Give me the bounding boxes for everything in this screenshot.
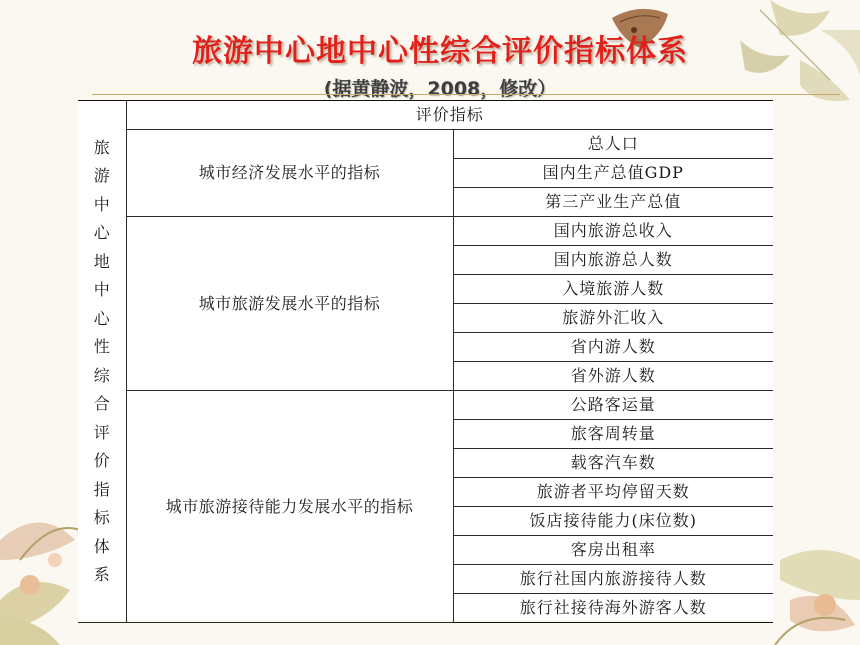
system-name-char: 中 [93,280,110,299]
indicator-cell: 旅行社接待海外游客人数 [453,594,773,623]
system-name-char: 标 [93,508,110,527]
indicator-cell: 公路客运量 [453,391,773,420]
page-subtitle: (据黄静波，2008，修改） [323,78,557,100]
indicator-cell: 入境旅游人数 [453,275,773,304]
indicator-cell: 第三产业生产总值 [453,188,773,217]
system-name-char: 心 [93,308,110,328]
indicator-cell: 总人口 [453,130,773,159]
bottom-left-flowers [0,523,80,645]
indicator-cell: 国内生产总值GDP [453,159,773,188]
evaluation-indicators-header: 评价指标 [126,101,773,130]
indicator-cell: 载客汽车数 [453,449,773,478]
indicator-cell: 旅客周转量 [453,420,773,449]
indicator-cell: 旅游外汇收入 [453,304,773,333]
system-name-char: 价 [93,451,110,470]
indicator-cell: 饭店接待能力(床位数) [453,507,773,536]
system-name-char: 评 [93,422,110,442]
system-name-cell [78,101,126,623]
indicator-cell: 旅游者平均停留天数 [453,478,773,507]
indicator-cell: 省内游人数 [453,333,773,362]
system-name-char: 性 [93,337,110,356]
system-name-char: 地 [93,251,110,271]
system-name-vertical [78,134,126,590]
table-header-row [78,101,773,130]
system-name-char: 合 [93,394,110,413]
title-divider [92,94,840,95]
indicator-cell: 旅行社国内旅游接待人数 [453,565,773,594]
category-cell: 城市旅游发展水平的指标 [126,217,453,391]
indicator-table [78,100,773,623]
system-name-char: 游 [93,166,110,185]
category-cell: 城市经济发展水平的指标 [126,130,453,217]
indicator-table-container [78,100,773,620]
page-title: 旅游中心地中心性综合评价指标体系 [192,34,688,69]
system-name-char: 系 [93,565,110,584]
indicator-cell: 国内旅游总人数 [453,246,773,275]
table-row [78,217,773,246]
indicator-cell: 省外游人数 [453,362,773,391]
table-row [78,130,773,159]
category-cell: 城市旅游接待能力发展水平的指标 [126,391,453,623]
system-name-char: 中 [93,194,110,214]
table-row [78,391,773,420]
system-name-char: 指 [93,479,110,499]
system-name-char: 综 [93,365,110,385]
system-name-char: 心 [93,223,110,242]
bottom-right-flowers [775,550,860,645]
system-name-char: 体 [93,536,110,556]
indicator-cell: 国内旅游总收入 [453,217,773,246]
system-name-char: 旅 [93,137,110,157]
indicator-cell: 客房出租率 [453,536,773,565]
